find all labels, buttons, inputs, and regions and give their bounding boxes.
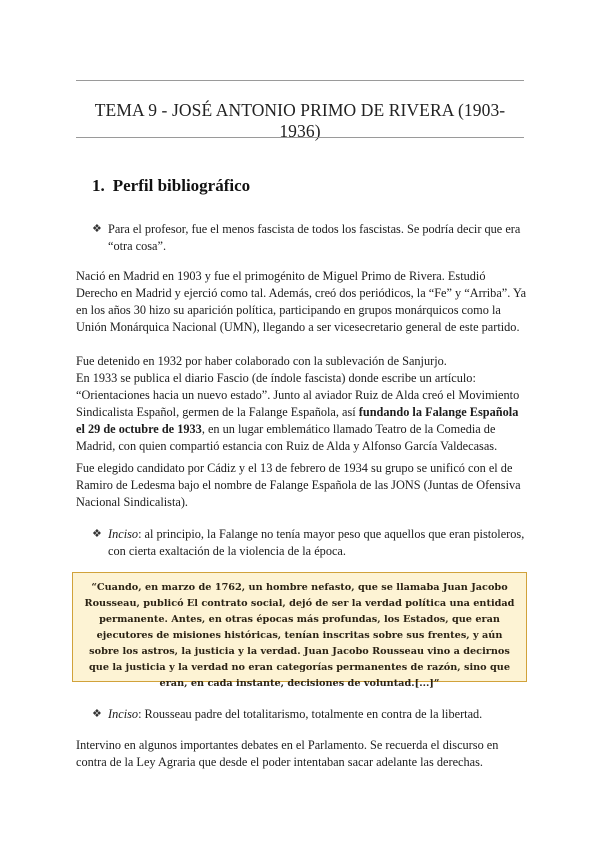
document-title: TEMA 9 - JOSÉ ANTONIO PRIMO DE RIVERA (1903-1936) bbox=[94, 100, 506, 141]
inciso-label: Inciso bbox=[108, 707, 139, 721]
diamond-bullet-icon: ❖ bbox=[92, 528, 102, 540]
bold-founding-date: fundando la Falange Española el 29 de octubre de 1933 bbox=[76, 405, 519, 436]
bullet-inciso-rousseau bbox=[92, 706, 528, 723]
inciso-label: Inciso bbox=[108, 527, 139, 541]
paragraph-parliament: Intervino en algunos importantes debates en el Parlamento. Se recuerda el discurso en contra de la Ley Agraria que desde el poder intentaban sacar adelante las derechas. bbox=[76, 738, 499, 769]
bullet-text: : Rousseau padre del totalitarismo, totalmente en contra de la libertad. bbox=[138, 707, 483, 721]
bottom-divider bbox=[76, 137, 524, 138]
section-heading bbox=[92, 176, 250, 196]
section-title: Perfil bibliográfico bbox=[112, 176, 251, 195]
paragraph-biography: Nació en Madrid en 1903 y fue el primogénito de Miguel Primo de Rivera. Estudió Derecho en Madrid y ejerció como tal. Además, creó dos periódicos, la “Fe” y “Arriba”. Ya en los años 30 hizo su aparición política, participando en grupos monárquicos como la Unión Monárquica Nacional (UMN), llegando a ser vicesecretario general de este partido. bbox=[76, 269, 527, 334]
paragraph-text: , en un lugar emblemático llamado Teatro de la Comedia de Madrid, con quien compartió estancia con Ruiz de Alda y Alfonso García Valdecasas. bbox=[76, 422, 498, 453]
bullet-text: : al principio, la Falange no tenía mayor peso que aquellos que eran pistoleros, con cierta exaltación de la violencia de la época. bbox=[108, 527, 525, 558]
bullet-inciso-pistoleros bbox=[92, 526, 528, 560]
paragraph-text: En 1933 se publica el diario Fascio (de índole fascista) donde escribe un artículo: “Orientaciones hacia un nuevo estado”. Junto al aviador Ruiz de Alda creó el Movimiento Sindicalista Español, germen de la Falange Española, así bbox=[76, 371, 520, 419]
rousseau-quote-box: “Cuando, en marzo de 1762, un hombre nefasto, que se llamaba Juan Jacobo Rousseau, publicó El contrato social, dejó de ser la verdad política una entidad permanente. Antes, en otras épocas más profundas, los Estados, que eran ejecutores de misiones históricas, tenían inscritas sobre sus frentes, y aún sobre los astros, la justicia y la verdad. Juan Jacobo Rousseau vino a decirnos que la justicia y la verdad no eran categorías permanentes de razón, sino que eran, en cada instante, decisiones de voluntad.[...]” bbox=[72, 572, 527, 682]
diamond-bullet-icon: ❖ bbox=[92, 708, 102, 720]
diamond-bullet-icon: ❖ bbox=[92, 223, 102, 235]
bullet-professor-note bbox=[92, 221, 528, 255]
section-number: 1. bbox=[92, 176, 105, 195]
bullet-text: Para el profesor, fue el menos fascista de todos los fascistas. Se podría decir que era “otra cosa”. bbox=[108, 222, 521, 253]
paragraph-jons: Fue elegido candidato por Cádiz y el 13 de febrero de 1934 su grupo se unificó con el de Ramiro de Ledesma bajo el nombre de Falange Española de las JONS (Juntas de Ofensiva Nacional Sindicalista). bbox=[76, 461, 521, 509]
paragraph-line: Fue detenido en 1932 por haber colaborado con la sublevación de Sanjurjo. bbox=[76, 354, 447, 368]
top-divider bbox=[76, 80, 524, 81]
paragraph-falange-founding bbox=[76, 353, 528, 455]
